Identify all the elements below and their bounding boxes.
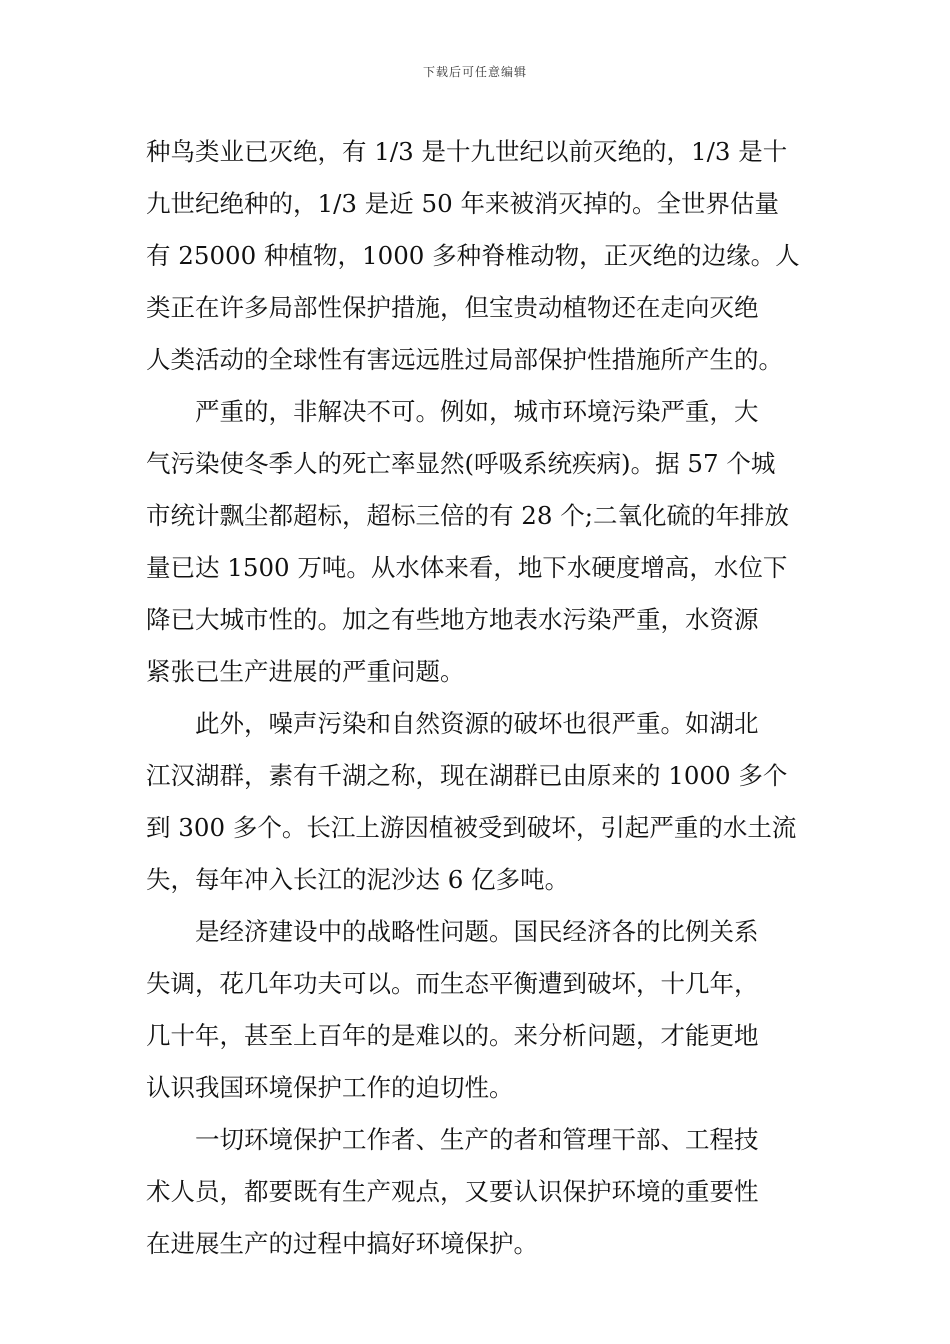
text-line: 几十年，甚至上百年的是难以的。来分析问题，才能更地	[146, 1021, 759, 1050]
text-line: 术人员，都要既有生产观点，又要认识保护环境的重要性	[146, 1177, 759, 1206]
text-line: 到 300 多个。长江上游因植被受到破坏，引起严重的水土流	[146, 813, 797, 842]
paragraph-5	[146, 1114, 810, 1270]
paragraph-2	[146, 386, 810, 698]
text-line: 是经济建设中的战略性问题。国民经济各的比例关系	[195, 917, 759, 946]
text-line: 认识我国环境保护工作的迫切性。	[146, 1073, 514, 1102]
paragraph-3	[146, 698, 810, 906]
document-body	[146, 126, 810, 1270]
text-line: 有 25000 种植物，1000 多种脊椎动物，正灭绝的边缘。人	[146, 241, 800, 270]
text-line: 江汉湖群，素有千湖之称，现在湖群已由原来的 1000 多个	[146, 761, 788, 790]
page-header: 下载后可任意编辑	[422, 65, 527, 79]
paragraph-4	[146, 906, 810, 1114]
text-line: 在进展生产的过程中搞好环境保护。	[146, 1229, 538, 1258]
text-line: 气污染使冬季人的死亡率显然(呼吸系统疾病)。据 57 个城	[146, 449, 776, 478]
text-line: 失，每年冲入长江的泥沙达 6 亿多吨。	[146, 865, 570, 894]
text-line: 紧张已生产进展的严重问题。	[146, 657, 465, 686]
text-line: 九世纪绝种的，1/3 是近 50 年来被消灭掉的。全世界估量	[146, 189, 779, 218]
paragraph-1	[146, 126, 810, 386]
text-line: 种鸟类业已灭绝，有 1/3 是十九世纪以前灭绝的，1/3 是十	[146, 137, 788, 166]
text-line: 此外，噪声污染和自然资源的破坏也很严重。如湖北	[195, 709, 759, 738]
text-line: 类正在许多局部性保护措施，但宝贵动植物还在走向灭绝	[146, 293, 759, 322]
text-line: 失调，花几年功夫可以。而生态平衡遭到破坏，十几年，	[146, 969, 759, 998]
text-line: 一切环境保护工作者、生产的者和管理干部、工程技	[195, 1125, 759, 1154]
text-line: 人类活动的全球性有害远远胜过局部保护性措施所产生的。	[146, 345, 783, 374]
text-line: 市统计飘尘都超标，超标三倍的有 28 个;二氧化硫的年排放	[146, 501, 790, 530]
text-line: 严重的，非解决不可。例如，城市环境污染严重，大	[195, 397, 759, 426]
text-line: 降已大城市性的。加之有些地方地表水污染严重，水资源	[146, 605, 759, 634]
text-line: 量已达 1500 万吨。从水体来看，地下水硬度增高，水位下	[146, 553, 788, 582]
